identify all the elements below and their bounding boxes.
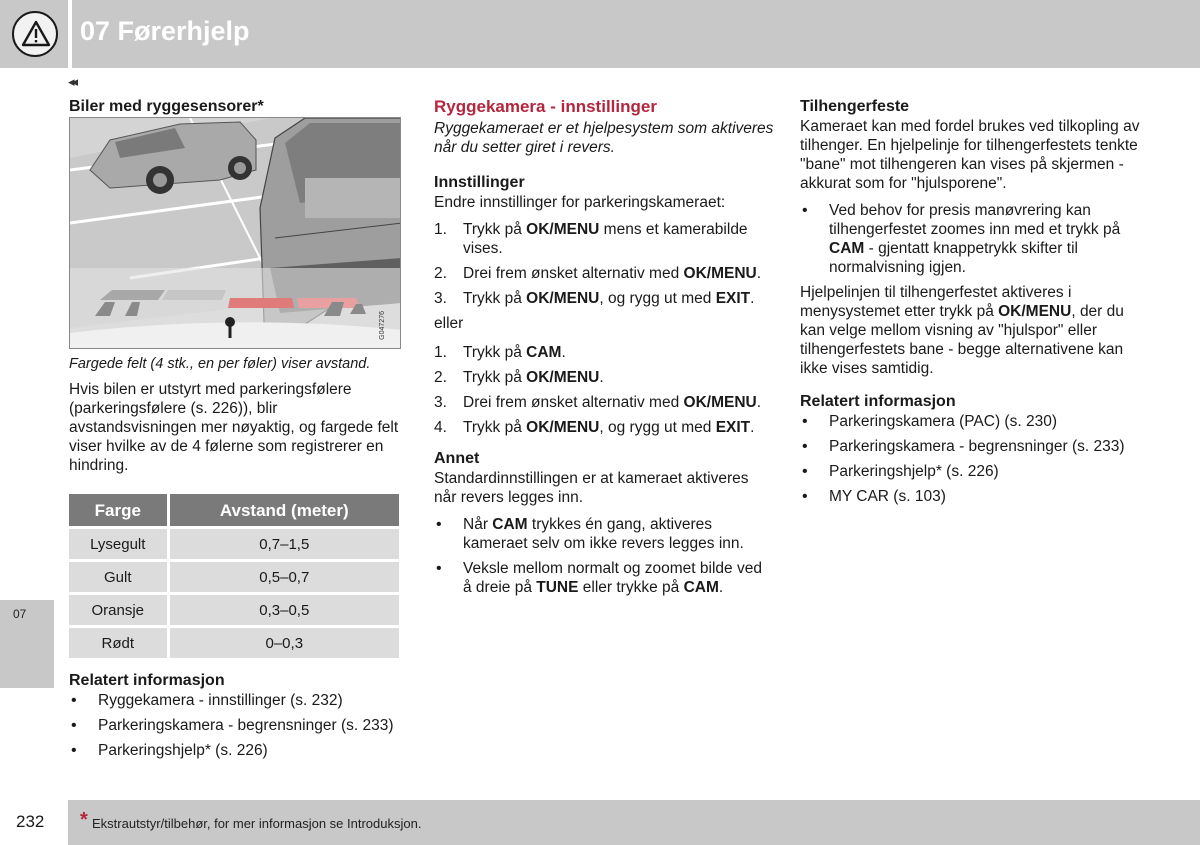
related-link[interactable]: • Parkeringshjelp* (s. 226)	[69, 741, 401, 760]
list-item: • Når CAM trykkes én gang, aktiveres kameraet selv om ikke revers legges inn.	[434, 515, 774, 553]
list-item: 4. Trykk på OK/MENU, og rygg ut med EXIT.	[434, 419, 755, 436]
table-cell: Gult	[69, 562, 167, 592]
column-left	[69, 97, 401, 766]
related-link[interactable]: • MY CAR (s. 103)	[800, 487, 1140, 506]
column-right	[800, 97, 1140, 512]
chapter-side-tab[interactable]	[0, 600, 54, 688]
settings-heading: Innstillinger	[434, 174, 525, 191]
trailer-bullets	[800, 201, 1140, 277]
table-row	[69, 595, 399, 625]
figure-code: G047276	[379, 311, 386, 340]
list-item: 2. Drei frem ønsket alternativ med OK/MENU.	[434, 265, 762, 282]
related-link[interactable]: • Parkeringskamera (PAC) (s. 230)	[800, 412, 1140, 431]
figure-caption: Fargede felt (4 stk., en per føler) viser avstand.	[69, 356, 371, 372]
camera-intro: Ryggekameraet er et hjelpesystem som aktiveres når du setter giret i revers.	[434, 120, 774, 156]
table-cell: Lysegult	[69, 529, 167, 559]
footnote-star: *	[80, 809, 88, 831]
related-list	[800, 412, 1140, 506]
other-bullets	[434, 515, 774, 597]
table-row	[69, 562, 399, 592]
trailer-heading: Tilhengerfeste	[800, 98, 910, 115]
list-item: 3. Trykk på OK/MENU, og rygg ut med EXIT.	[434, 290, 755, 307]
table-header: Avstand (meter)	[167, 494, 399, 526]
page-number-box	[0, 800, 68, 845]
related-heading: Relatert informasjon	[800, 393, 956, 410]
page-number: 232	[16, 812, 45, 831]
list-item: 1. Trykk på OK/MENU mens et kamerabilde vises.	[434, 221, 748, 257]
page-footer	[0, 800, 1200, 845]
sensors-body: Hvis bilen er utstyrt med parkeringsfølere (parkeringsfølere (s. 226)), blir avstandsvisningen mer nøyaktig, og fargede felt viser hvilke av de 4 følerne som registrerer en hindring.	[69, 381, 399, 474]
list-item: • Ved behov for presis manøvrering kan tilhengerfestet zoomes inn med et trykk på CAM - gjentatt knappetrykk skifter til normalvisning igjen.	[800, 201, 1140, 277]
table-cell: 0,7–1,5	[167, 529, 399, 559]
table-cell: 0,3–0,5	[167, 595, 399, 625]
or-label: eller	[434, 315, 464, 332]
steps-list-a	[434, 220, 774, 308]
list-item: • Veksle mellom normalt og zoomet bilde ved å dreie på TUNE eller trykke på CAM.	[434, 559, 774, 597]
related-link[interactable]: • Parkeringskamera - begrensninger (s. 233)	[69, 716, 401, 735]
steps-list-b	[434, 343, 774, 437]
other-heading: Annet	[434, 450, 480, 467]
section-heading-sensors: Biler med ryggesensorer*	[69, 98, 264, 115]
footer-note-bar	[68, 800, 1200, 845]
chapter-side-tab-label: 07	[13, 607, 27, 621]
table-row	[69, 529, 399, 559]
footnote-text: Ekstrautstyr/tilbehør, for mer informasjon se Introduksjon.	[92, 816, 422, 831]
trailer-body: Kameraet kan med fordel brukes ved tilkopling av tilhenger. En hjelpelinje for tilhengerfestets tenkte "bane" mot tilhengeren kan vises på skjermen - akkurat som for "hjulsporene".	[800, 118, 1140, 192]
related-link[interactable]: • Parkeringshjelp* (s. 226)	[800, 462, 1140, 481]
related-heading: Relatert informasjon	[69, 672, 225, 689]
list-item: 1. Trykk på CAM.	[434, 344, 566, 361]
chapter-header	[0, 0, 1200, 68]
list-item: 3. Drei frem ønsket alternativ med OK/MENU.	[434, 394, 762, 411]
section-title-camera-settings: Ryggekamera - innstillinger	[434, 97, 657, 116]
list-item: 2. Trykk på OK/MENU.	[434, 369, 604, 386]
table-cell: 0–0,3	[167, 628, 399, 658]
table-cell: Rødt	[69, 628, 167, 658]
related-link[interactable]: • Parkeringskamera - begrensninger (s. 233)	[800, 437, 1140, 456]
related-list	[69, 691, 401, 760]
other-body: Standardinnstillingen er at kameraet aktiveres når revers legges inn.	[434, 470, 749, 506]
rear-camera-illustration	[69, 117, 401, 349]
back-navigation-icon[interactable]: ◂◂	[68, 74, 76, 89]
related-link[interactable]: • Ryggekamera - innstillinger (s. 232)	[69, 691, 401, 710]
header-divider	[68, 0, 72, 68]
distance-table	[69, 491, 399, 661]
trailer-body-2: Hjelpelinjen til tilhengerfestet aktiveres i menysystemet etter trykk på OK/MENU, der du kan velge mellom visning av "hjulspor" eller tilhengerfestets bane - begge alternativene kan ikke vises samtidig.	[800, 284, 1124, 377]
column-middle	[434, 97, 774, 603]
settings-intro: Endre innstillinger for parkeringskameraet:	[434, 194, 726, 211]
table-cell: 0,5–0,7	[167, 562, 399, 592]
warning-triangle-icon	[12, 11, 58, 57]
table-row	[69, 628, 399, 658]
table-cell: Oransje	[69, 595, 167, 625]
table-header: Farge	[69, 494, 167, 526]
chapter-title: 07 Førerhjelp	[80, 16, 250, 46]
